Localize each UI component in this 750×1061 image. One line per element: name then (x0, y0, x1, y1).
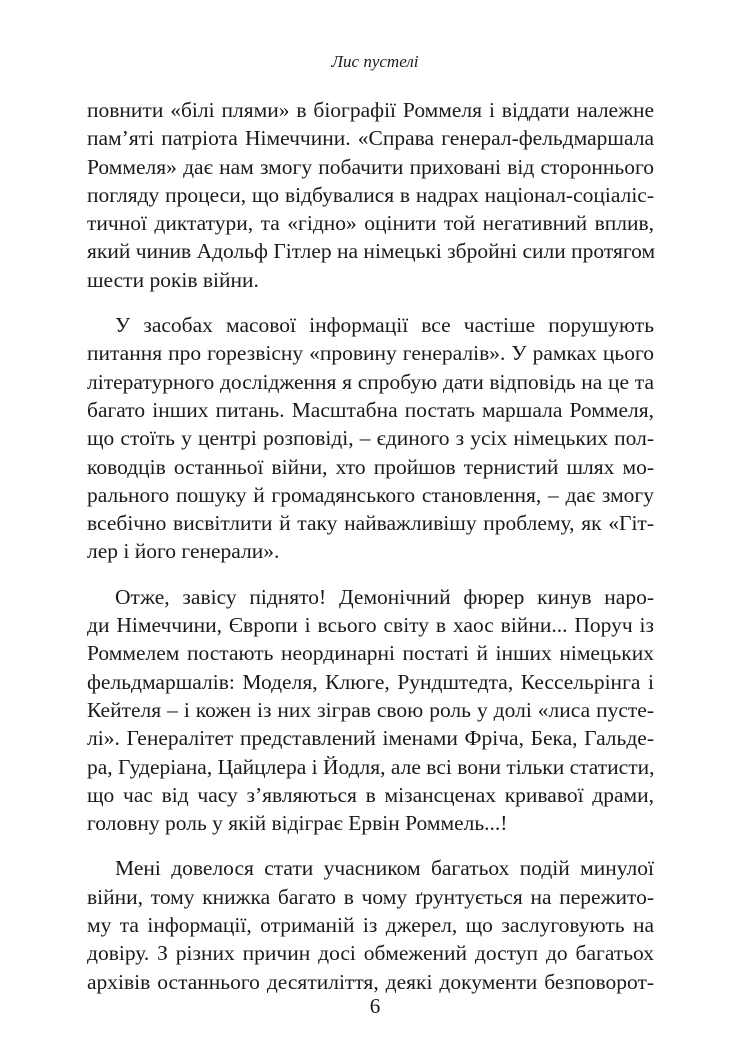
text-line: всебічно висвітлити й таку найважливішу проблему, як «Гіт- (87, 511, 654, 536)
text-line: архівів останнього десятиліття, деякі документи безповорот- (87, 969, 654, 994)
text-line: ководців останньої війни, хто пройшов тернистий шлях мо- (87, 454, 654, 479)
text-line: багато інших питань. Масштабна постать маршала Роммеля, (87, 397, 654, 422)
text-line: погляду процеси, що відбувалися в надрах націонал-соціаліс- (87, 182, 654, 207)
text-line: фельдмаршалів: Моделя, Клюге, Рундштедта, Кессельрінга і (87, 669, 654, 694)
text-line: Кейтеля – і кожен із них зіграв свою роль у долі «лиса пусте- (87, 697, 654, 722)
text-line: тичної диктатури, та «гідно» оцінити той негативний вплив, (87, 211, 654, 236)
text-line: повнити «білі плями» в біографії Роммеля і віддати належне (87, 98, 654, 122)
text-line: що стоїть у центрі розповіді, – єдиного з усіх німецьких пол- (87, 426, 654, 451)
running-head: Лис пустелі (331, 52, 419, 71)
text-line: Роммелем постають неординарні постаті й інших німецьких (87, 641, 654, 666)
text-line: лер і його генерали». (87, 539, 280, 564)
text-line: головну роль у якій відіграє Ервін Роммель...! (87, 811, 508, 836)
text-line: війни, тому книжка багато в чому ґрунтується на пережито- (87, 884, 654, 909)
paragraph (87, 854, 654, 995)
text-line: ра, Гудеріана, Цайцлера і Йодля, але всі вони тільки статисти, (87, 754, 655, 779)
page-number: 6 (369, 994, 381, 1018)
text-line: Роммеля» дає нам змогу побачити приховані від стороннього (87, 154, 654, 179)
text-line: довіру. З різних причин досі обмежений доступ до багатьох (87, 941, 654, 966)
text-line: лі». Генералітет представлений іменами Фріча, Бека, Гальде- (87, 726, 654, 751)
text-line: літературного дослідження я спробую дати відповідь на це та (87, 369, 654, 394)
paragraph (87, 583, 654, 838)
text-line: ди Німеччини, Європи і всього світу в хаос війни... Поруч із (87, 613, 654, 638)
text-line: питання про горезвісну «провину генералів». У рамках цього (87, 341, 654, 366)
text-line: шести років війни. (87, 267, 259, 292)
body-text (87, 96, 654, 996)
text-line: Отже, завісу піднято! Демонічний фюрер кинув наро- (115, 584, 654, 609)
paragraph (87, 96, 654, 294)
text-line: му та інформації, отриманій із джерел, що заслуговують на (87, 913, 654, 938)
text-line: рального пошуку й громадянського становлення, – дає змогу (87, 482, 654, 507)
paragraph (87, 311, 654, 566)
text-line: який чинив Адольф Гітлер на німецькі збройні сили протягом (87, 239, 656, 264)
text-line: Мені довелося стати учасником багатьох подій минулої (115, 856, 654, 881)
text-line: пам’яті патріота Німеччини. «Справа генерал-фельдмаршала (87, 126, 654, 151)
text-line: що час від часу з’являються в мізансценах кривавої драми, (87, 782, 654, 807)
text-line: У засобах масової інформації все частіше порушують (115, 313, 654, 338)
